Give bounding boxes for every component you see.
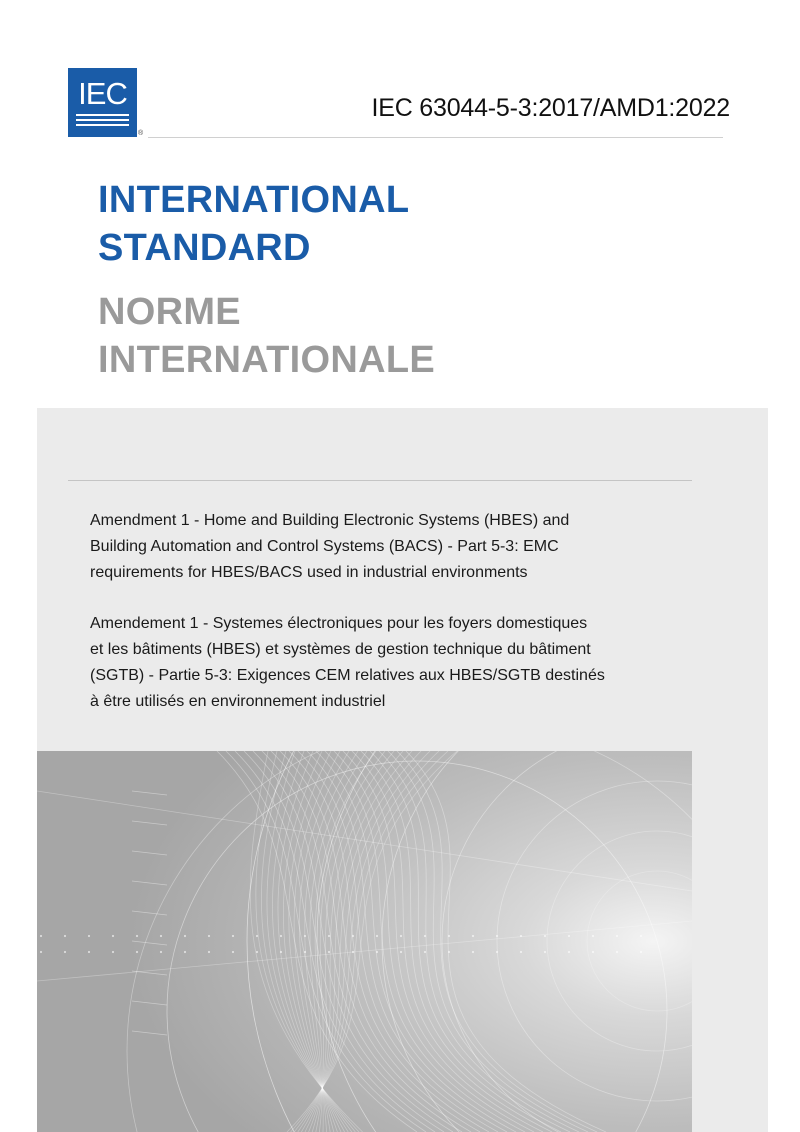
- art-dot: [448, 935, 450, 937]
- iec-logo: [68, 68, 137, 137]
- desc-fr-line: à être utilisés en environnement industriel: [90, 693, 386, 710]
- art-dot: [136, 935, 138, 937]
- art-dot: [112, 951, 114, 953]
- art-dot: [544, 951, 546, 953]
- title-en-line2: STANDARD: [98, 227, 311, 269]
- art-dot: [184, 951, 186, 953]
- desc-en-line: Building Automation and Control Systems (BACS) - Part 5-3: EMC: [90, 538, 559, 555]
- art-dot: [568, 935, 570, 937]
- art-dot: [136, 951, 138, 953]
- desc-fr-line: Amendement 1 - Systemes électroniques pour les foyers domestiques: [90, 615, 588, 632]
- art-dot: [232, 935, 234, 937]
- cover-artwork: [37, 751, 692, 1132]
- art-dot: [160, 951, 162, 953]
- art-dot: [424, 951, 426, 953]
- art-dot: [256, 951, 258, 953]
- art-dot: [352, 951, 354, 953]
- desc-en-line: requirements for HBES/BACS used in industrial environments: [90, 564, 528, 581]
- art-dot: [64, 951, 66, 953]
- title-fr-line2: INTERNATIONALE: [98, 339, 436, 381]
- title-en-line1: INTERNATIONAL: [98, 179, 410, 221]
- art-dot: [328, 935, 330, 937]
- art-dot: [376, 935, 378, 937]
- panel-divider: [68, 480, 692, 481]
- description-french: [90, 611, 670, 715]
- art-dot: [208, 951, 210, 953]
- art-dot: [304, 935, 306, 937]
- art-dot: [112, 935, 114, 937]
- art-dot: [424, 935, 426, 937]
- art-dot: [616, 935, 618, 937]
- art-dot: [40, 951, 42, 953]
- art-dot: [88, 951, 90, 953]
- logo-text: IEC: [78, 76, 127, 111]
- art-dot: [496, 951, 498, 953]
- art-dot: [64, 935, 66, 937]
- art-dot: [88, 935, 90, 937]
- art-dot: [160, 935, 162, 937]
- title-fr-line1: NORME: [98, 291, 241, 333]
- desc-fr-line: et les bâtiments (HBES) et systèmes de gestion technique du bâtiment: [90, 641, 591, 658]
- art-dot: [184, 935, 186, 937]
- art-dot: [256, 935, 258, 937]
- art-dot: [400, 951, 402, 953]
- art-dot: [496, 935, 498, 937]
- art-dot: [520, 951, 522, 953]
- art-dot: [352, 935, 354, 937]
- art-dot: [448, 951, 450, 953]
- document-id: IEC 63044-5-3:2017/AMD1:2022: [371, 94, 730, 122]
- art-dot: [640, 951, 642, 953]
- art-dot: [472, 935, 474, 937]
- description-english: [90, 508, 670, 586]
- art-dot: [520, 935, 522, 937]
- art-dot: [376, 951, 378, 953]
- art-dot: [328, 951, 330, 953]
- art-dot: [544, 935, 546, 937]
- art-dot: [280, 951, 282, 953]
- art-dot: [592, 935, 594, 937]
- art-dot: [208, 935, 210, 937]
- header-divider: [148, 137, 723, 138]
- registered-mark: ®: [138, 130, 144, 137]
- art-dot: [616, 951, 618, 953]
- art-dot: [280, 935, 282, 937]
- art-dot: [640, 935, 642, 937]
- art-dot: [304, 951, 306, 953]
- art-dot: [568, 951, 570, 953]
- desc-en-line: Amendment 1 - Home and Building Electronic Systems (HBES) and: [90, 512, 570, 529]
- title-french: [98, 288, 435, 384]
- logo-lines-icon: [76, 114, 129, 129]
- art-dot: [592, 951, 594, 953]
- art-dot: [472, 951, 474, 953]
- art-dot: [400, 935, 402, 937]
- art-dot: [40, 935, 42, 937]
- art-dot: [232, 951, 234, 953]
- desc-fr-line: (SGTB) - Partie 5-3: Exigences CEM relatives aux HBES/SGTB destinés: [90, 667, 605, 684]
- title-english: [98, 176, 409, 272]
